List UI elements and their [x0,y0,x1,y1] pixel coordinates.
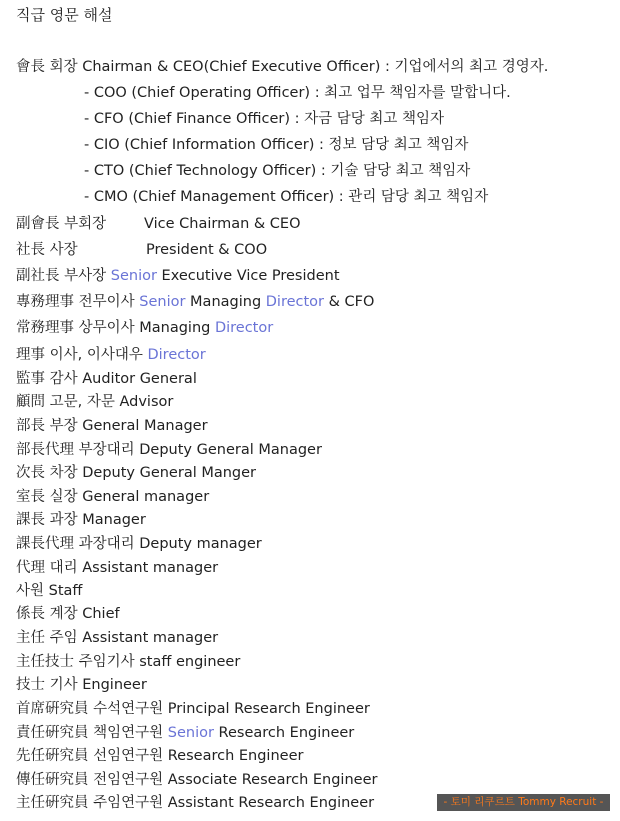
rank-row: 主任技士 주임기사 staff engineer [16,654,241,670]
rank-row: 技士 기사 Engineer [16,677,147,693]
rank-title-en: President & COO [146,242,268,258]
chairman-title-ko: 會長 회장 [16,59,83,75]
officer-cmo: - CMO (Chief Management Officer) : 관리 담당 최고 책임자 [84,189,489,205]
rank-title-en: Research Engineer [213,725,355,741]
rank-title-en: Managing [185,294,266,310]
rank-title-ko: 社長 사장 [16,242,78,258]
highlight-director: Director [265,294,325,310]
rank-row: 監事 감사 Auditor General [16,371,197,387]
rank-row: 傳任硏究員 전임연구원 Associate Research Engineer [16,772,378,788]
chairman-row [16,57,548,77]
rank-title-en: Executive Vice President [156,268,340,284]
highlight-senior: Senior [139,294,186,310]
highlight-senior: Senior [167,725,214,741]
rank-row: 課長代理 과장대리 Deputy manager [16,536,262,552]
chairman-description: Chairman & CEO(Chief Executive Officer) : 기업에서의 최고 경영자. [82,59,549,75]
page-title: 직급 영문 해설 [16,6,113,24]
watermark-badge: - 토미 리쿠르트 Tommy Recruit - [437,794,610,811]
rank-row-director [16,345,206,365]
rank-row: 사원 Staff [16,583,83,599]
officer-cfo: - CFO (Chief Finance Officer) : 자금 담당 최고 책임자 [84,111,444,127]
rank-row: 課長 과장 Manager [16,512,146,528]
rank-row: 先任硏究員 선임연구원 Research Engineer [16,748,304,764]
highlight-director: Director [147,347,206,363]
rank-row-md [16,318,273,338]
rank-row: 代理 대리 Assistant manager [16,560,219,576]
rank-row-president [16,240,267,260]
rank-row-senior-md [16,292,374,312]
highlight-senior: Senior [110,268,157,284]
rank-title-tail: & CFO [324,294,375,310]
rank-row: 主任硏究員 주임연구원 Assistant Research Engineer [16,795,375,811]
rank-row: 部長代理 부장대리 Deputy General Manager [16,442,322,458]
rank-row-vice-chairman [16,214,301,234]
rank-row: 首席硏究員 수석연구원 Principal Research Engineer [16,701,370,717]
rank-row: 主任 주임 Assistant manager [16,630,219,646]
rank-title-ko: 常務理事 상무이사 Managing [16,320,215,336]
rank-row-responsible-researcher [16,723,354,743]
rank-row: 室長 실장 General manager [16,489,210,505]
rank-title-ko: 副社長 부사장 [16,268,111,284]
officer-cio: - CIO (Chief Information Officer) : 정보 담당 최고 책임자 [84,137,469,153]
officer-coo: - COO (Chief Operating Officer) : 최고 업무 책임자를 말합니다. [84,85,511,101]
rank-title-en: Vice Chairman & CEO [144,216,301,232]
highlight-director: Director [214,320,274,336]
rank-row: 係長 계장 Chief [16,606,120,622]
rank-title-ko: 理事 이사, 이사대우 [16,347,148,363]
rank-title-ko: 專務理事 전무이사 [16,294,140,310]
rank-row: 顧問 고문, 자문 Advisor [16,394,174,410]
rank-row: 次長 차장 Deputy General Manger [16,465,257,481]
rank-row: 部長 부장 General Manager [16,418,208,434]
officer-cto: - CTO (Chief Technology Officer) : 기술 담당 최고 책임자 [84,163,471,179]
rank-row-evp [16,266,340,286]
rank-title-ko: 責任硏究員 책임연구원 [16,725,168,741]
rank-title-ko: 副會長 부회장 [16,216,107,232]
